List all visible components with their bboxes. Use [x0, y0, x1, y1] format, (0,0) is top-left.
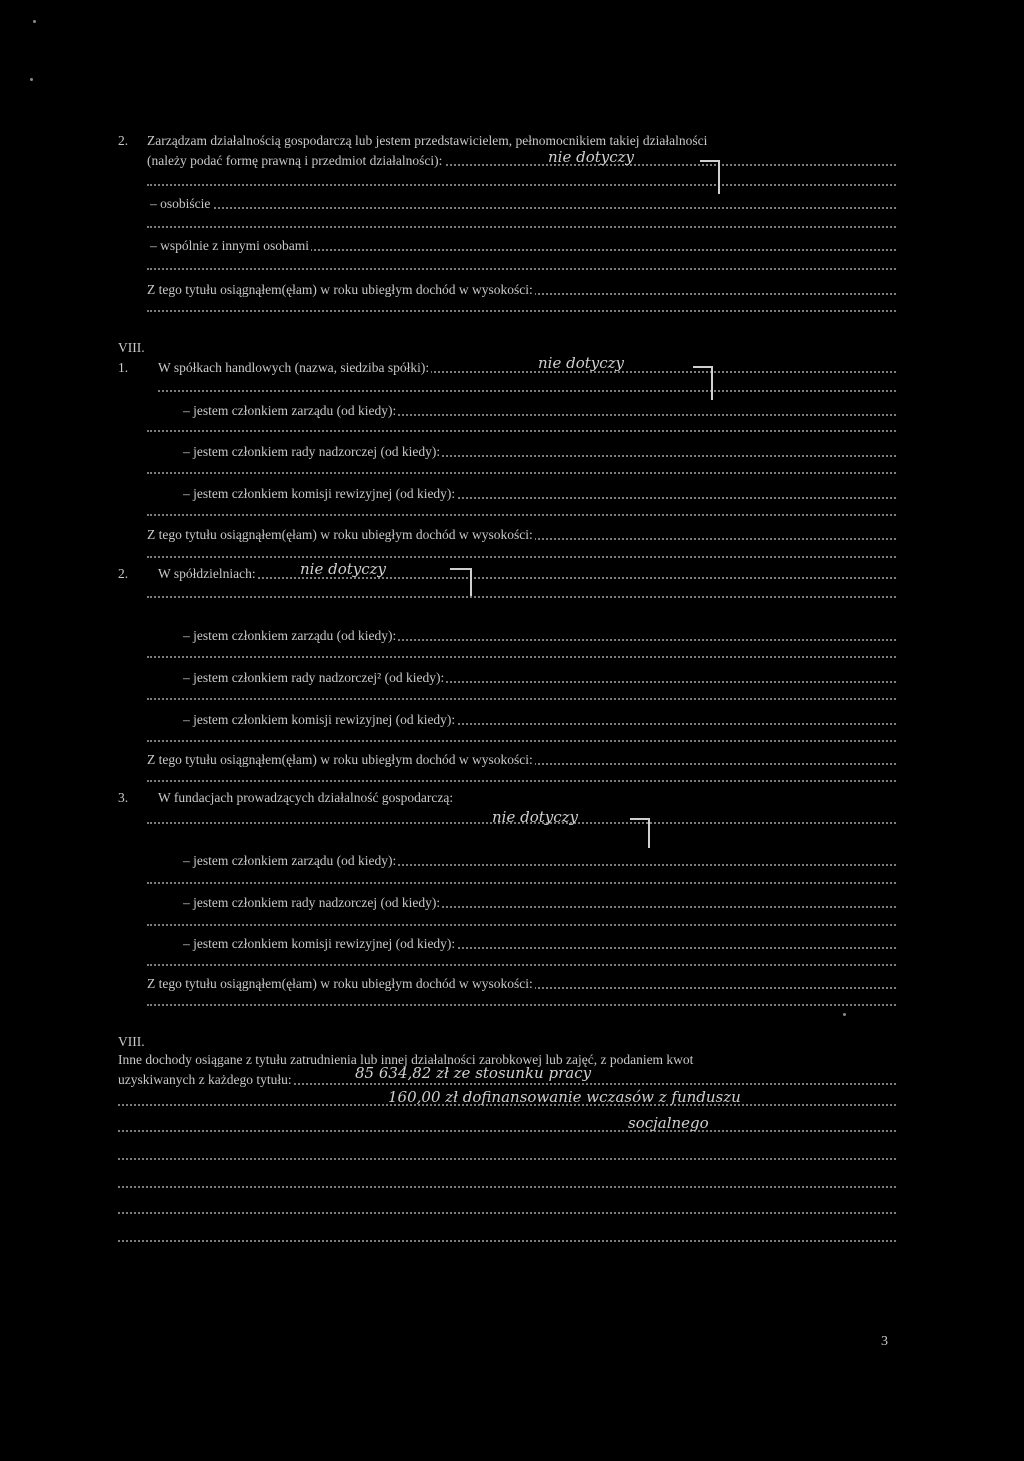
blank-line [147, 596, 896, 598]
form-field-line: W fundacjach prowadzących działalność gospodarczą: [158, 790, 454, 805]
handwritten-answer: 160,00 zł dofinansowanie wczasów z funduszu [388, 1088, 741, 1106]
blank-line [147, 184, 896, 186]
blank-line [147, 226, 896, 228]
blank-line [147, 780, 896, 782]
blank-line [118, 1212, 896, 1214]
form-field-line: – jestem członkiem zarządu (od kiedy): [183, 628, 896, 644]
handwritten-answer: nie dotyczy [548, 148, 635, 166]
form-field-line: (należy podać formę prawną i przedmiot działalności): [147, 153, 896, 169]
handwritten-answer: nie dotyczy [538, 354, 625, 372]
form-field-line: – jestem członkiem komisji rewizyjnej (od kiedy): [183, 712, 896, 728]
form-field-line: – jestem członkiem rady nadzorczej (od kiedy): [183, 895, 896, 911]
blank-line [147, 310, 896, 312]
form-field-line: – wspólnie z innymi osobami [150, 238, 896, 254]
blank-line [147, 882, 896, 884]
handwritten-answer: 85 634,82 zł ze stosunku pracy [355, 1064, 592, 1082]
blank-line [118, 1186, 896, 1188]
item-number: 2. [118, 566, 129, 581]
income-line: Z tego tytułu osiągnąłem(ęłam) w roku ubiegłym dochód w wysokości: [147, 976, 896, 992]
form-field-line: – jestem członkiem rady nadzorczej (od kiedy): [183, 444, 896, 460]
income-line: Z tego tytułu osiągnąłem(ęłam) w roku ubiegłym dochód w wysokości: [147, 527, 896, 543]
blank-line [147, 556, 896, 558]
intro-line: Zarządzam działalnością gospodarczą lub jestem przedstawicielem, pełnomocnikiem takiej działalności [147, 133, 708, 148]
form-field-line: – osobiście [150, 196, 896, 212]
form-field-line: – jestem członkiem zarządu (od kiedy): [183, 853, 896, 869]
handwritten-bracket [700, 160, 720, 194]
item-number: 3. [118, 790, 129, 805]
blank-line [147, 964, 896, 966]
intro-line: Inne dochody osiągane z tytułu zatrudnienia lub innej działalności zarobkowej lub zajęć, z podaniem kwot [118, 1052, 694, 1067]
handwritten-answer: nie dotyczy [492, 808, 579, 826]
handwritten-bracket [693, 366, 713, 400]
blank-line [147, 514, 896, 516]
scan-speck [843, 1013, 846, 1016]
blank-line [147, 924, 896, 926]
scan-speck [33, 20, 36, 23]
blank-line [147, 268, 896, 270]
blank-line [147, 472, 896, 474]
page-number: 3 [881, 1334, 888, 1349]
blank-line [147, 430, 896, 432]
handwritten-answer: socjalnego [628, 1114, 709, 1132]
blank-line [118, 1158, 896, 1160]
form-field-line: W spółdzielniach: [158, 566, 896, 582]
section-heading: VIII. [118, 340, 145, 355]
item-number: 1. [118, 360, 129, 375]
blank-line [147, 740, 896, 742]
income-line: Z tego tytułu osiągnąłem(ęłam) w roku ubiegłym dochód w wysokości: [147, 282, 896, 298]
handwritten-answer: nie dotyczy [300, 560, 387, 578]
scan-speck [30, 78, 33, 81]
form-field-line: W spółkach handlowych (nazwa, siedziba spółki): [158, 360, 896, 376]
blank-line [158, 390, 896, 392]
blank-line [118, 1240, 896, 1242]
section-heading: VIII. [118, 1034, 145, 1049]
form-field-line: – jestem członkiem zarządu (od kiedy): [183, 403, 896, 419]
form-field-line: – jestem członkiem rady nadzorczej² (od kiedy): [183, 670, 896, 686]
handwritten-bracket [630, 818, 650, 848]
handwritten-bracket [450, 568, 472, 596]
blank-line [147, 1004, 896, 1006]
income-line: Z tego tytułu osiągnąłem(ęłam) w roku ubiegłym dochód w wysokości: [147, 752, 896, 768]
blank-line [147, 698, 896, 700]
form-field-line: – jestem członkiem komisji rewizyjnej (od kiedy): [183, 486, 896, 502]
form-field-line: – jestem członkiem komisji rewizyjnej (od kiedy): [183, 936, 896, 952]
item-number: 2. [118, 133, 129, 148]
blank-line [147, 656, 896, 658]
form-field-line: uzyskiwanych z każdego tytułu: [118, 1072, 896, 1088]
blank-line [118, 1130, 896, 1132]
